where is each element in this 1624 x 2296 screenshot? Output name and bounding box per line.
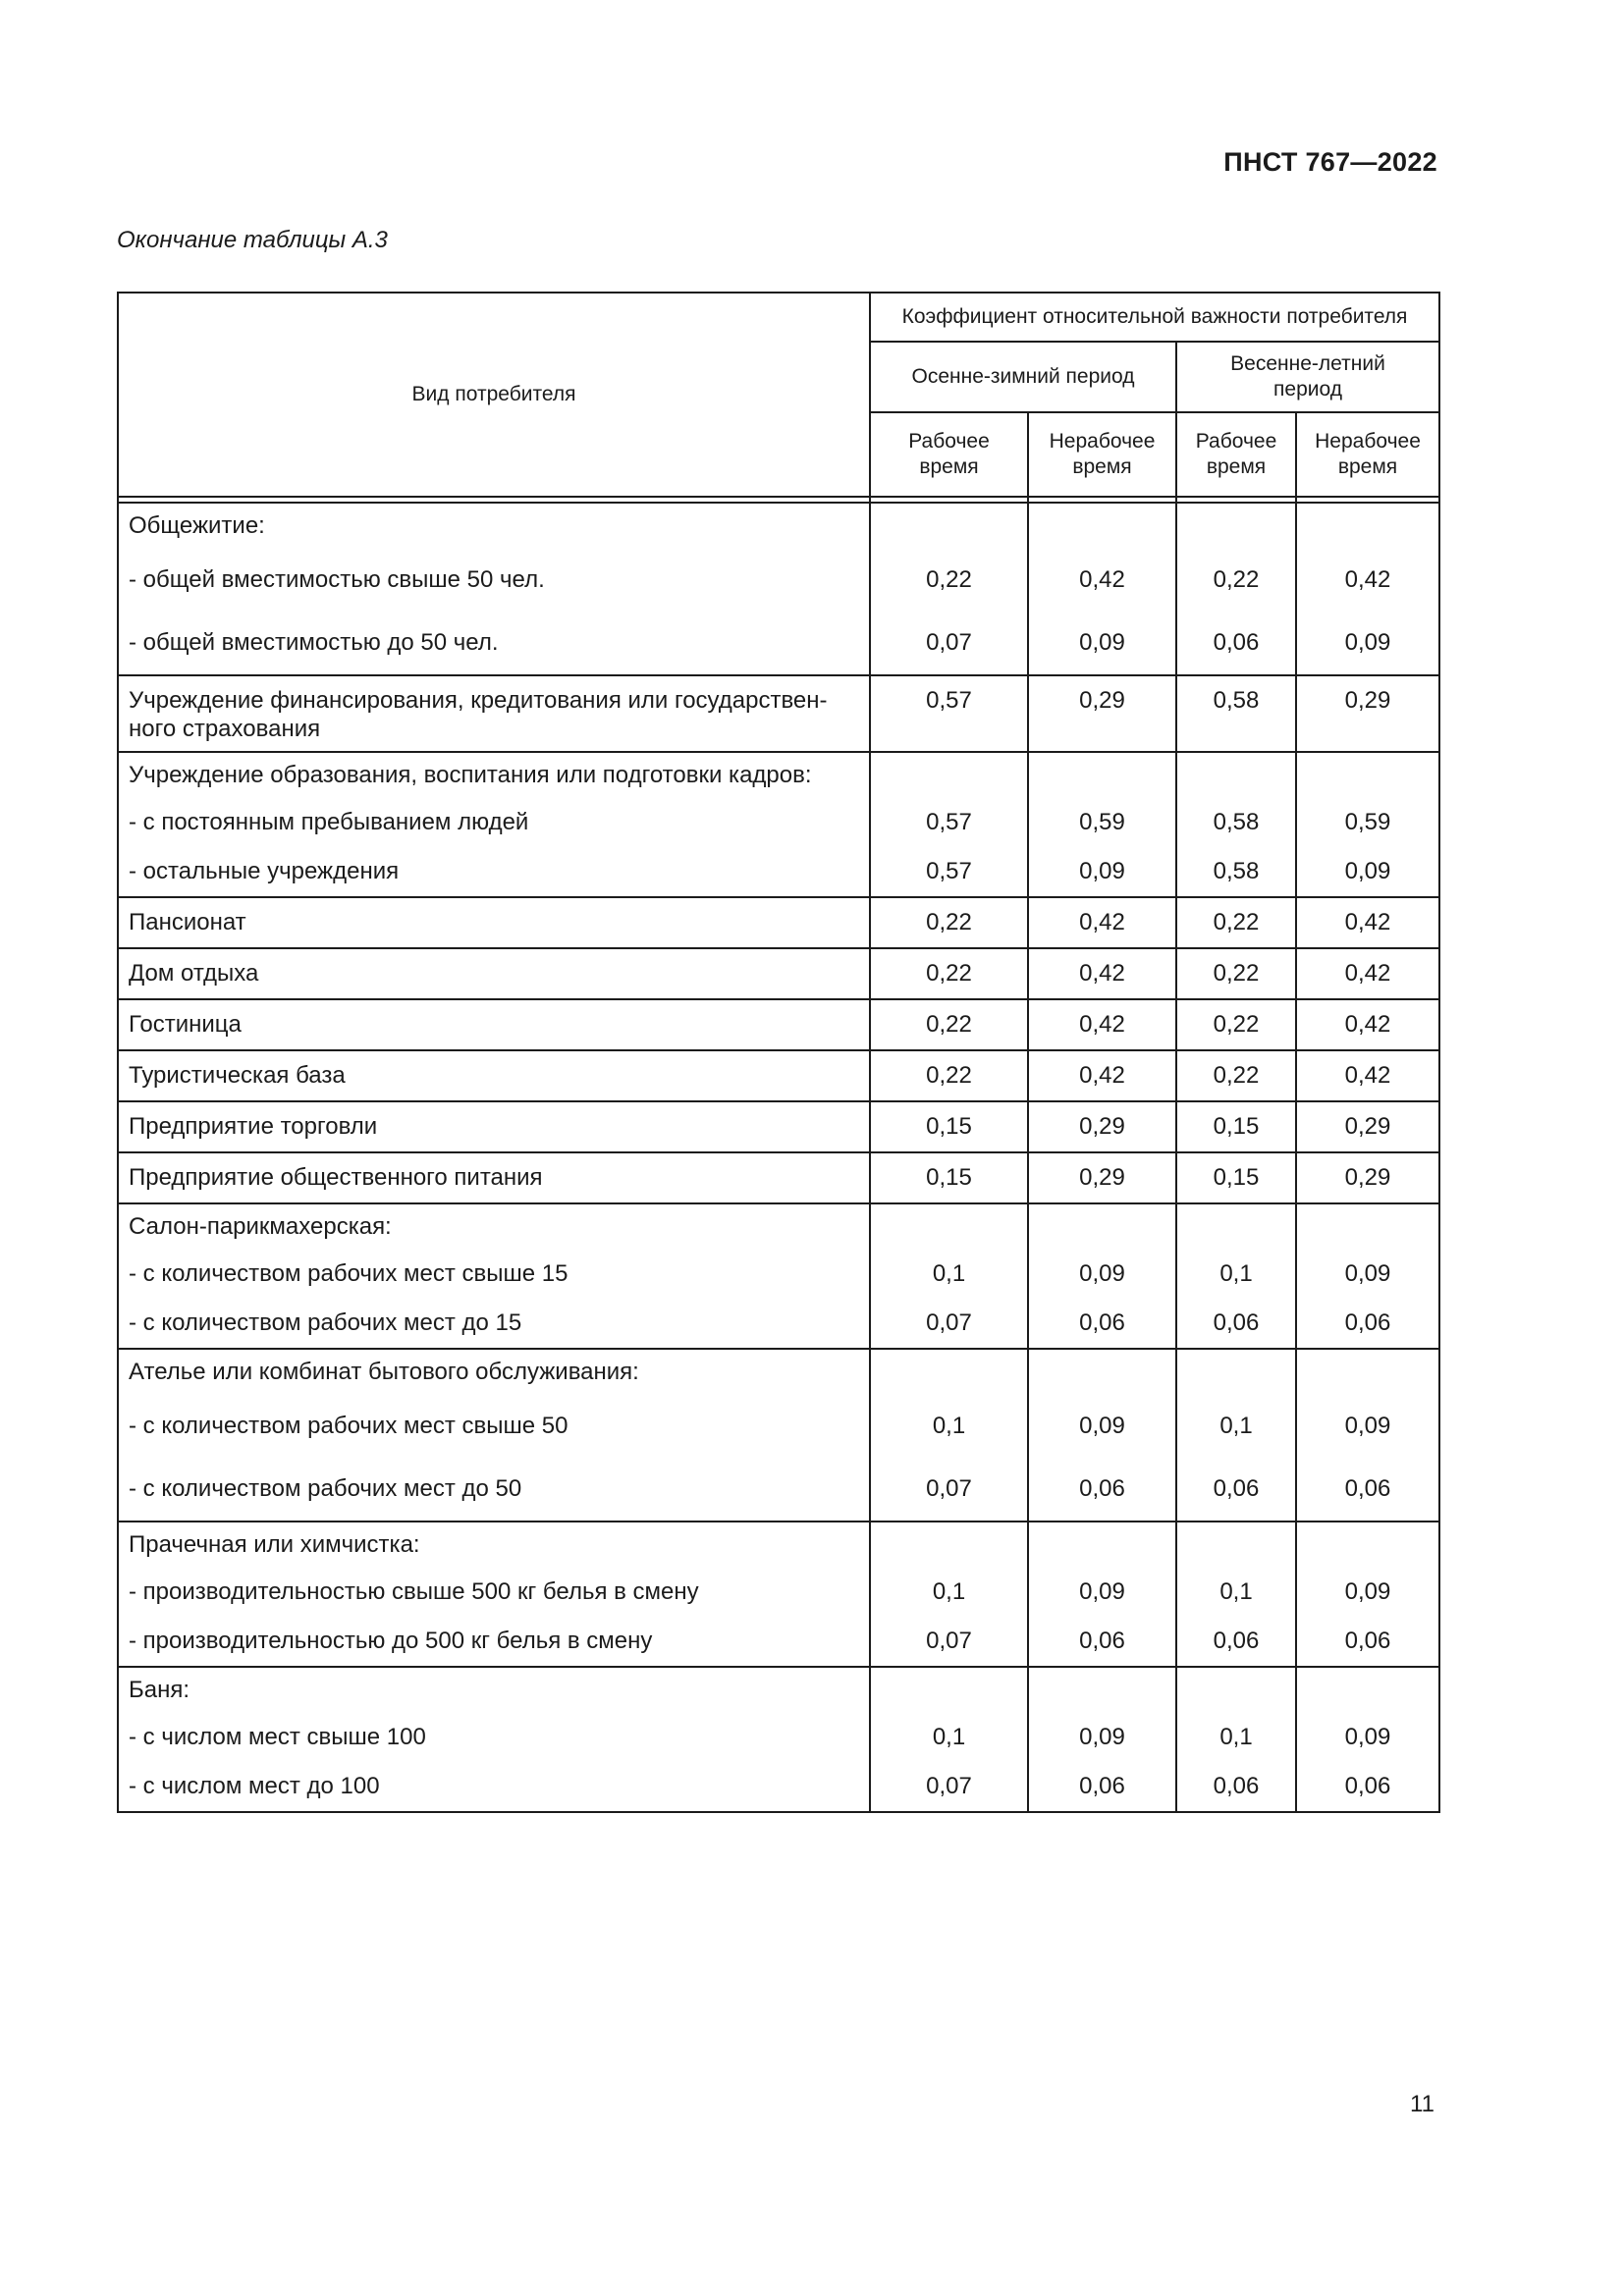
empty-spacer — [1177, 1350, 1295, 1395]
empty-spacer — [1177, 504, 1295, 549]
value-aw-work-cell — [870, 675, 1028, 752]
value-ss-nonwork-cell — [1296, 1667, 1439, 1812]
value-ss-work-cell — [1176, 948, 1296, 999]
consumer-type-cell — [118, 1522, 870, 1667]
value-aw-work: 0,57 — [926, 858, 972, 884]
table-header — [118, 293, 1439, 503]
value-aw-work-cell — [870, 897, 1028, 948]
value-aw-work: 0,15 — [926, 1164, 972, 1191]
empty-spacer — [1177, 1204, 1295, 1250]
value-ss-nonwork: 0,06 — [1344, 1773, 1391, 1799]
table-body — [118, 503, 1439, 1812]
value-aw-nonwork: 0,42 — [1079, 909, 1125, 935]
consumer-type-cell — [118, 1152, 870, 1203]
consumer-type-title: Туристическая база — [129, 1062, 346, 1089]
consumer-type-cell — [118, 897, 870, 948]
value-aw-nonwork: 0,09 — [1079, 629, 1125, 656]
value-aw-work: 0,1 — [932, 1413, 966, 1439]
value-aw-nonwork: 0,29 — [1079, 687, 1125, 714]
empty-spacer — [1177, 1522, 1295, 1568]
value-ss-nonwork-cell — [1296, 1349, 1439, 1522]
consumer-type-cell — [118, 1203, 870, 1349]
value-aw-nonwork: 0,42 — [1079, 960, 1125, 987]
value-aw-work: 0,1 — [932, 1578, 966, 1605]
consumer-subtype-label: - с количеством рабочих мест до 50 — [129, 1475, 522, 1502]
value-ss-work: 0,06 — [1213, 1773, 1260, 1799]
value-ss-nonwork: 0,42 — [1344, 909, 1391, 935]
value-aw-work-cell — [870, 1152, 1028, 1203]
value-ss-nonwork: 0,06 — [1344, 1309, 1391, 1336]
table-row — [118, 752, 1439, 897]
consumer-subtype-label: - с количеством рабочих мест свыше 50 — [129, 1413, 568, 1439]
consumer-type-title: Баня: — [129, 1677, 190, 1703]
empty-spacer — [871, 1350, 1027, 1395]
value-ss-work-cell — [1176, 1152, 1296, 1203]
value-aw-work: 0,57 — [926, 687, 972, 714]
value-ss-work: 0,58 — [1213, 687, 1260, 714]
consumer-type-title: Прачечная или химчистка: — [129, 1531, 420, 1558]
value-ss-nonwork: 0,29 — [1344, 1164, 1391, 1191]
value-aw-work: 0,22 — [926, 960, 972, 987]
value-ss-work: 0,1 — [1219, 1260, 1253, 1287]
value-ss-work: 0,22 — [1213, 1011, 1260, 1038]
empty-spacer — [1297, 1204, 1438, 1250]
value-aw-nonwork-cell — [1028, 1101, 1176, 1152]
value-ss-nonwork: 0,09 — [1344, 1413, 1391, 1439]
table-row — [118, 1522, 1439, 1667]
value-ss-work: 0,15 — [1213, 1113, 1260, 1140]
value-ss-nonwork-cell — [1296, 503, 1439, 675]
header-nonwork-time-aw: Нерабочее время — [1028, 412, 1176, 497]
value-ss-nonwork: 0,42 — [1344, 1062, 1391, 1089]
value-aw-nonwork: 0,09 — [1079, 858, 1125, 884]
consumer-type-title: Учреждение образования, воспитания или подготовки кадров: — [129, 762, 812, 788]
empty-spacer — [1297, 1522, 1438, 1568]
consumer-type-title: Салон-парикмахерская: — [129, 1213, 392, 1240]
value-ss-work-cell — [1176, 1522, 1296, 1667]
value-aw-work: 0,15 — [926, 1113, 972, 1140]
value-ss-nonwork-cell — [1296, 1152, 1439, 1203]
table-row — [118, 1152, 1439, 1203]
table-row — [118, 1203, 1439, 1349]
consumer-type-cell — [118, 1667, 870, 1812]
value-ss-work: 0,22 — [1213, 1062, 1260, 1089]
value-aw-work: 0,07 — [926, 629, 972, 656]
consumer-type-title: Ателье или комбинат бытового обслуживания: — [129, 1359, 639, 1385]
value-aw-work: 0,07 — [926, 1309, 972, 1336]
value-aw-work-cell — [870, 1667, 1028, 1812]
table-row — [118, 1050, 1439, 1101]
value-aw-work: 0,1 — [932, 1724, 966, 1750]
value-aw-work-cell — [870, 999, 1028, 1050]
value-aw-work-cell — [870, 1349, 1028, 1522]
empty-spacer — [1029, 753, 1175, 798]
value-aw-nonwork: 0,29 — [1079, 1113, 1125, 1140]
table-row — [118, 1101, 1439, 1152]
value-ss-nonwork: 0,09 — [1344, 1260, 1391, 1287]
value-ss-nonwork: 0,09 — [1344, 1578, 1391, 1605]
table-row — [118, 948, 1439, 999]
value-ss-work: 0,06 — [1213, 1475, 1260, 1502]
value-aw-work: 0,22 — [926, 1011, 972, 1038]
empty-spacer — [1177, 753, 1295, 798]
value-aw-nonwork: 0,29 — [1079, 1164, 1125, 1191]
table-row — [118, 1349, 1439, 1522]
value-aw-nonwork-cell — [1028, 1050, 1176, 1101]
table-row — [118, 503, 1439, 675]
coefficient-table — [117, 292, 1440, 1813]
value-aw-nonwork: 0,09 — [1079, 1578, 1125, 1605]
value-ss-nonwork: 0,09 — [1344, 629, 1391, 656]
value-ss-nonwork-cell — [1296, 897, 1439, 948]
value-ss-work-cell — [1176, 897, 1296, 948]
empty-spacer — [1297, 504, 1438, 549]
value-ss-nonwork: 0,09 — [1344, 1724, 1391, 1750]
value-aw-nonwork-cell — [1028, 1203, 1176, 1349]
value-aw-nonwork: 0,59 — [1079, 809, 1125, 835]
value-aw-work: 0,07 — [926, 1773, 972, 1799]
empty-spacer — [1029, 1668, 1175, 1713]
value-aw-nonwork-cell — [1028, 1522, 1176, 1667]
value-aw-work-cell — [870, 1050, 1028, 1101]
value-aw-nonwork-cell — [1028, 948, 1176, 999]
value-aw-nonwork: 0,06 — [1079, 1309, 1125, 1336]
empty-spacer — [1297, 1350, 1438, 1395]
consumer-subtype-label: - с числом мест свыше 100 — [129, 1724, 426, 1750]
consumer-type-cell — [118, 503, 870, 675]
value-ss-nonwork-cell — [1296, 675, 1439, 752]
empty-spacer — [871, 1522, 1027, 1568]
value-aw-nonwork: 0,06 — [1079, 1628, 1125, 1654]
value-ss-work-cell — [1176, 1050, 1296, 1101]
value-aw-work-cell — [870, 752, 1028, 897]
header-period-autumn-winter: Осенне-зимний период — [870, 342, 1176, 412]
value-ss-work-cell — [1176, 999, 1296, 1050]
table-row — [118, 675, 1439, 752]
value-aw-work: 0,22 — [926, 909, 972, 935]
value-ss-work-cell — [1176, 1203, 1296, 1349]
value-ss-work: 0,1 — [1219, 1413, 1253, 1439]
value-ss-work-cell — [1176, 752, 1296, 897]
value-ss-work: 0,58 — [1213, 809, 1260, 835]
value-aw-work: 0,1 — [932, 1260, 966, 1287]
table-row — [118, 1667, 1439, 1812]
consumer-subtype-label: - производительностью свыше 500 кг белья в смену — [129, 1578, 699, 1605]
value-aw-nonwork: 0,06 — [1079, 1773, 1125, 1799]
value-ss-nonwork: 0,06 — [1344, 1475, 1391, 1502]
value-ss-nonwork: 0,59 — [1344, 809, 1391, 835]
value-ss-work: 0,22 — [1213, 909, 1260, 935]
table-row — [118, 897, 1439, 948]
empty-spacer — [871, 753, 1027, 798]
consumer-type-title: Гостиница — [129, 1011, 242, 1038]
table-row — [118, 999, 1439, 1050]
value-ss-work: 0,22 — [1213, 960, 1260, 987]
empty-spacer — [1029, 1350, 1175, 1395]
empty-spacer — [1297, 753, 1438, 798]
value-aw-nonwork: 0,09 — [1079, 1260, 1125, 1287]
consumer-type-cell — [118, 999, 870, 1050]
consumer-subtype-label: - с количеством рабочих мест свыше 15 — [129, 1260, 568, 1287]
consumer-subtype-label: - с постоянным пребыванием людей — [129, 809, 529, 835]
value-ss-nonwork: 0,29 — [1344, 687, 1391, 714]
value-ss-work-cell — [1176, 1667, 1296, 1812]
value-ss-work-cell — [1176, 1101, 1296, 1152]
value-ss-nonwork-cell — [1296, 1050, 1439, 1101]
page-number: 11 — [1410, 2091, 1435, 2117]
value-ss-work: 0,58 — [1213, 858, 1260, 884]
value-ss-work: 0,06 — [1213, 1628, 1260, 1654]
value-ss-nonwork-cell — [1296, 999, 1439, 1050]
header-period-spring-summer: Весенне-летний период — [1176, 342, 1439, 412]
consumer-subtype-label: - остальные учреждения — [129, 858, 400, 884]
value-ss-work: 0,06 — [1213, 629, 1260, 656]
value-aw-nonwork: 0,09 — [1079, 1724, 1125, 1750]
empty-spacer — [1029, 1204, 1175, 1250]
document-code: ПНСТ 767—2022 — [1223, 147, 1437, 177]
value-aw-nonwork: 0,42 — [1079, 1062, 1125, 1089]
consumer-type-cell — [118, 1349, 870, 1522]
consumer-subtype-label: - с количеством рабочих мест до 15 — [129, 1309, 522, 1336]
consumer-subtype-label: - общей вместимостью до 50 чел. — [129, 629, 499, 656]
empty-spacer — [1029, 504, 1175, 549]
value-ss-nonwork: 0,09 — [1344, 858, 1391, 884]
value-aw-work: 0,57 — [926, 809, 972, 835]
header-work-time-aw: Рабочее время — [870, 412, 1028, 497]
value-aw-work: 0,07 — [926, 1475, 972, 1502]
consumer-subtype-label: - общей вместимостью свыше 50 чел. — [129, 566, 545, 593]
value-ss-nonwork-cell — [1296, 1203, 1439, 1349]
value-aw-nonwork: 0,06 — [1079, 1475, 1125, 1502]
empty-spacer — [871, 1204, 1027, 1250]
empty-spacer — [871, 504, 1027, 549]
consumer-type-cell — [118, 752, 870, 897]
consumer-type-title: Учреждение финансирования, кредитования или государствен-ного страхования — [129, 687, 828, 742]
value-aw-nonwork-cell — [1028, 1667, 1176, 1812]
value-aw-nonwork-cell — [1028, 752, 1176, 897]
value-aw-work-cell — [870, 948, 1028, 999]
value-ss-nonwork-cell — [1296, 752, 1439, 897]
value-aw-nonwork-cell — [1028, 897, 1176, 948]
value-aw-nonwork-cell — [1028, 999, 1176, 1050]
value-aw-nonwork-cell — [1028, 1349, 1176, 1522]
value-ss-work-cell — [1176, 503, 1296, 675]
value-ss-nonwork: 0,06 — [1344, 1628, 1391, 1654]
header-coefficient: Коэффициент относительной важности потребителя — [870, 293, 1439, 342]
value-aw-nonwork: 0,09 — [1079, 1413, 1125, 1439]
empty-spacer — [1029, 1522, 1175, 1568]
value-aw-nonwork-cell — [1028, 503, 1176, 675]
consumer-type-cell — [118, 1101, 870, 1152]
value-aw-work: 0,22 — [926, 1062, 972, 1089]
consumer-type-cell — [118, 1050, 870, 1101]
empty-spacer — [1297, 1668, 1438, 1713]
value-ss-nonwork: 0,42 — [1344, 960, 1391, 987]
consumer-type-title: Дом отдыха — [129, 960, 259, 987]
value-ss-work-cell — [1176, 675, 1296, 752]
consumer-type-cell — [118, 675, 870, 752]
value-ss-nonwork-cell — [1296, 948, 1439, 999]
value-aw-work: 0,22 — [926, 566, 972, 593]
value-ss-work-cell — [1176, 1349, 1296, 1522]
consumer-type-title: Предприятие общественного питания — [129, 1164, 543, 1191]
value-aw-nonwork-cell — [1028, 675, 1176, 752]
consumer-type-title: Предприятие торговли — [129, 1113, 378, 1140]
value-aw-nonwork: 0,42 — [1079, 566, 1125, 593]
value-ss-work: 0,1 — [1219, 1578, 1253, 1605]
value-ss-work: 0,1 — [1219, 1724, 1253, 1750]
value-aw-nonwork: 0,42 — [1079, 1011, 1125, 1038]
empty-spacer — [871, 1668, 1027, 1713]
value-ss-nonwork: 0,42 — [1344, 566, 1391, 593]
value-ss-nonwork: 0,42 — [1344, 1011, 1391, 1038]
value-aw-work-cell — [870, 1522, 1028, 1667]
consumer-type-title: Общежитие: — [129, 512, 265, 539]
header-consumer-type: Вид потребителя — [118, 293, 870, 497]
consumer-subtype-label: - производительностью до 500 кг белья в смену — [129, 1628, 653, 1654]
value-ss-nonwork-cell — [1296, 1101, 1439, 1152]
consumer-type-title: Пансионат — [129, 909, 246, 935]
value-ss-nonwork-cell — [1296, 1522, 1439, 1667]
consumer-type-cell — [118, 948, 870, 999]
value-aw-work: 0,07 — [926, 1628, 972, 1654]
empty-spacer — [1177, 1668, 1295, 1713]
header-nonwork-time-ss: Нерабочее время — [1296, 412, 1439, 497]
value-aw-work-cell — [870, 1203, 1028, 1349]
table-caption: Окончание таблицы А.3 — [117, 227, 388, 253]
value-ss-nonwork: 0,29 — [1344, 1113, 1391, 1140]
value-aw-work-cell — [870, 503, 1028, 675]
value-ss-work: 0,06 — [1213, 1309, 1260, 1336]
value-aw-work-cell — [870, 1101, 1028, 1152]
value-ss-work: 0,22 — [1213, 566, 1260, 593]
consumer-subtype-label: - с числом мест до 100 — [129, 1773, 380, 1799]
value-ss-work: 0,15 — [1213, 1164, 1260, 1191]
value-aw-nonwork-cell — [1028, 1152, 1176, 1203]
header-work-time-ss: Рабочее время — [1176, 412, 1296, 497]
